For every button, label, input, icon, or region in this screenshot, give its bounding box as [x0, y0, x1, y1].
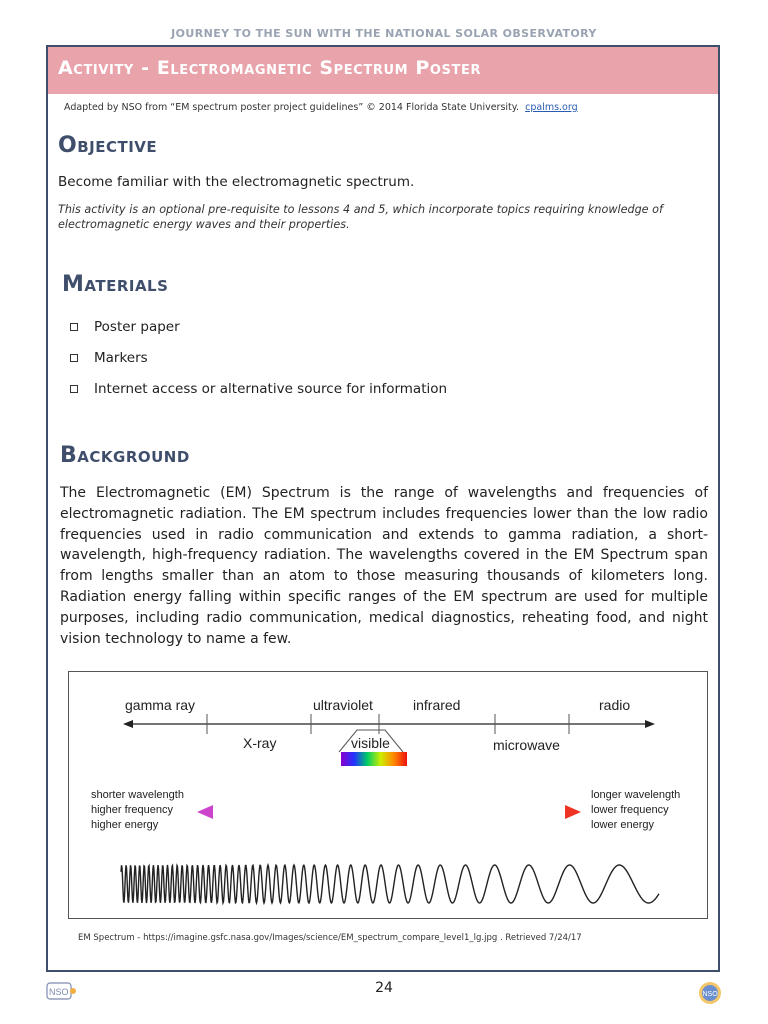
activity-frame — [46, 45, 720, 972]
checkbox-bullet-icon — [70, 385, 78, 393]
attribution-text: Adapted by NSO from “EM spectrum poster project guidelines” © 2014 Florida State University. — [64, 102, 520, 113]
background-paragraph: The Electromagnetic (EM) Spectrum is the range of wavelengths and frequencies of electromagnetic radiation. The EM spectrum includes frequencies lower than the low radio frequencies used in radio communication and extends to gamma radiation, a short-wavelength, high-frequency radiation. The wavelengths covered in the EM Spectrum span from lengths smaller than an atom to those measuring thousands of kilometers long. Radiation energy falling within specific ranges of the EM spectrum are used for multiple purposes, including radio communication, medical diagnostics, reheating food, and night vision technology to name a few. — [60, 485, 708, 647]
nso-seal-icon — [697, 980, 723, 1006]
wave-chirp — [121, 865, 659, 903]
background-heading: Background — [60, 443, 190, 468]
higher-frequency-note: higher frequency — [91, 804, 173, 816]
cpalms-link[interactable]: cpalms.org — [525, 102, 578, 113]
lower-energy-note: lower energy — [591, 819, 654, 831]
label-microwave: microwave — [493, 737, 560, 753]
list-item — [70, 373, 447, 404]
longer-wavelength-note: longer wavelength — [591, 789, 681, 801]
higher-energy-note: higher energy — [91, 819, 159, 831]
axis-left-arrow-icon — [123, 720, 133, 728]
running-head: JOURNEY TO THE SUN WITH THE NATIONAL SOLAR OBSERVATORY — [171, 27, 597, 40]
visible-color-band — [341, 752, 407, 766]
em-spectrum-diagram — [69, 672, 707, 918]
objective-note: This activity is an optional pre-requisite to lessons 4 and 5, which incorporate topics requiring knowledge of electromagnetic energy waves and their properties. — [58, 203, 663, 231]
rainbow-left-arrowhead-icon — [197, 805, 213, 819]
nso-seal-text: NSO — [702, 991, 718, 998]
materials-list — [70, 311, 447, 404]
nso-logo-text: NSO — [49, 987, 69, 997]
activity-banner — [48, 47, 718, 94]
label-ultraviolet: ultraviolet — [313, 697, 373, 713]
figure-caption: EM Spectrum - https://imagine.gsfc.nasa.gov/Images/science/EM_spectrum_compare_level1_lg.jpg . Retrieved 7/24/17 — [78, 933, 582, 943]
em-spectrum-figure — [68, 671, 708, 919]
label-gamma-ray: gamma ray — [125, 697, 196, 713]
label-x-ray: X-ray — [243, 735, 277, 751]
material-label: Internet access or alternative source for information — [94, 380, 448, 397]
page-number: 24 — [375, 980, 393, 996]
nso-logo-left — [46, 980, 78, 1006]
rainbow-right-arrowhead-icon — [565, 805, 581, 819]
material-label: Markers — [94, 349, 148, 366]
lower-frequency-note: lower frequency — [591, 804, 669, 816]
attribution — [64, 102, 578, 113]
list-item — [70, 342, 447, 373]
material-label: Poster paper — [94, 318, 180, 335]
label-visible: visible — [351, 735, 390, 751]
objective-heading: Objective — [58, 133, 158, 158]
objective-text: Become familiar with the electromagnetic spectrum. — [58, 174, 415, 190]
label-radio: radio — [599, 697, 631, 713]
nso-logo-right — [697, 980, 723, 1010]
list-item — [70, 311, 447, 342]
nso-logo-icon — [46, 980, 78, 1002]
checkbox-bullet-icon — [70, 323, 78, 331]
axis-right-arrow-icon — [645, 720, 655, 728]
checkbox-bullet-icon — [70, 354, 78, 362]
materials-heading: Materials — [62, 272, 169, 297]
banner-title: Activity - Electromagnetic Spectrum Poster — [58, 57, 482, 79]
shorter-wavelength-note: shorter wavelength — [91, 789, 184, 801]
label-infrared: infrared — [413, 697, 461, 713]
